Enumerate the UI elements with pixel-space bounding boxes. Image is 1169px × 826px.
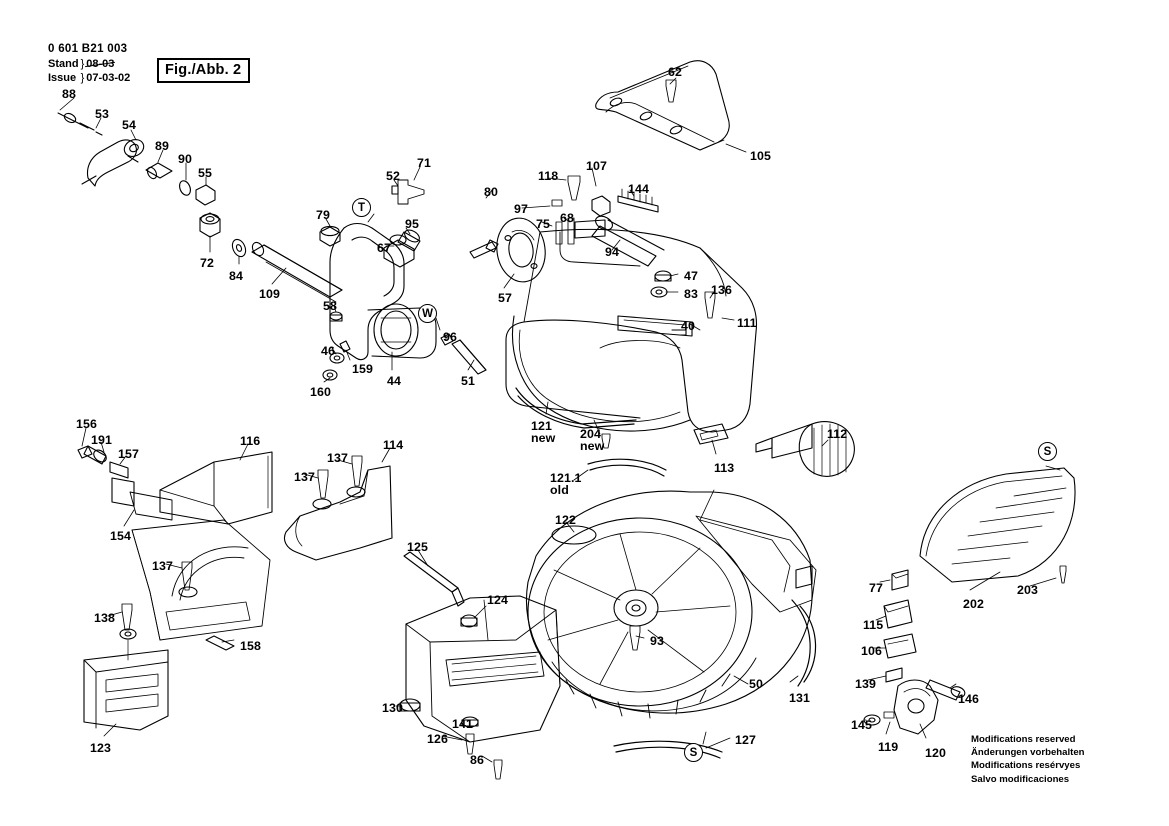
callout-204-new: [580, 428, 604, 453]
callout-144: 144: [628, 182, 649, 196]
callout-160: 160: [310, 385, 331, 399]
callout-93: 93: [650, 634, 664, 648]
callout-105: 105: [750, 149, 771, 163]
callout-95: 95: [405, 217, 419, 231]
part-111-table: [506, 176, 756, 432]
brace-icon: }: [80, 71, 85, 84]
callout-120: 120: [925, 746, 946, 760]
callout-130: 130: [382, 701, 403, 715]
callout-123: 123: [90, 741, 111, 755]
callout-124: 124: [487, 593, 508, 607]
callout-67: 67: [377, 241, 391, 255]
callout-146: 146: [958, 692, 979, 706]
callout-84: 84: [229, 269, 243, 283]
callout-71: 71: [417, 156, 431, 170]
callout-88: 88: [62, 87, 76, 101]
callout-159: 159: [352, 362, 373, 376]
callout-52: 52: [386, 169, 400, 183]
part-202-guard: [920, 468, 1075, 583]
callout-139: 139: [855, 677, 876, 691]
callout-141: 141: [452, 717, 473, 731]
callout-121.1-old: [550, 472, 582, 497]
note-line: Modifications reserved: [971, 734, 1076, 745]
revision-value-issue: 07-03-02: [86, 71, 131, 84]
figure-label: Fig./Abb. 2: [157, 58, 250, 83]
callout-line: new: [580, 439, 605, 454]
callout-109: 109: [259, 287, 280, 301]
callout-136: 136: [711, 283, 732, 297]
callout-line: old: [550, 483, 569, 498]
callout-156: 156: [76, 417, 97, 431]
part-handle-group: [58, 112, 342, 302]
callout-96: 96: [443, 330, 457, 344]
callout-62: 62: [668, 65, 682, 79]
callout-121-new: [531, 420, 555, 445]
callout-126: 126: [427, 732, 448, 746]
callout-125: 125: [407, 540, 428, 554]
revision-value-stand: 08-03: [86, 57, 115, 70]
callout-116: 116: [240, 434, 261, 448]
callout-203: 203: [1017, 583, 1038, 597]
callout-47: 47: [684, 269, 698, 283]
callout-line: new: [531, 431, 556, 446]
callout-122: 122: [555, 513, 576, 527]
callout-119: 119: [878, 740, 899, 754]
callout-137: 137: [327, 451, 348, 465]
callout-line: 121.1: [550, 471, 582, 485]
callout-line: 204: [580, 427, 601, 441]
callout-89: 89: [155, 139, 169, 153]
callout-94: 94: [605, 245, 619, 259]
callout-111: 111: [737, 316, 757, 330]
note-line: Modifications resérvyes: [971, 760, 1081, 772]
callout-line: 121: [531, 419, 552, 433]
callout-97: 97: [514, 202, 528, 216]
callout-50: 50: [749, 677, 763, 691]
callout-191: 191: [91, 433, 112, 447]
callout-55: 55: [198, 166, 212, 180]
callout-72: 72: [200, 256, 214, 270]
callout-137: 137: [152, 559, 173, 573]
callout-127: 127: [735, 733, 756, 747]
callout-107: 107: [586, 159, 607, 173]
callout-118: 118: [538, 169, 559, 183]
callout-75: 75: [536, 217, 550, 231]
callout-44: 44: [387, 374, 401, 388]
callout-138: 138: [94, 611, 115, 625]
callout-114: 114: [383, 438, 404, 452]
circled-letter-w: W: [418, 304, 437, 323]
callout-54: 54: [122, 118, 136, 132]
callout-158: 158: [240, 639, 261, 653]
circled-letter-s-bottom: S: [684, 743, 703, 762]
callout-57: 57: [498, 291, 512, 305]
callout-80: 80: [484, 185, 498, 199]
callout-90: 90: [178, 152, 192, 166]
callout-115: 115: [863, 618, 884, 632]
callout-83: 83: [684, 287, 698, 301]
callout-53: 53: [95, 107, 109, 121]
brace-icon: }: [80, 57, 85, 70]
part-105-bar: [596, 61, 730, 150]
note-line: Salvo modificaciones: [971, 773, 1070, 785]
callout-40: 40: [681, 319, 695, 333]
note-line: Änderungen vorbehalten: [971, 747, 1085, 759]
callout-112: 112: [827, 427, 848, 441]
callout-58: 58: [323, 299, 337, 313]
revision-label-stand: Stand: [48, 57, 79, 70]
callout-154: 154: [110, 529, 131, 543]
revision-label-issue: Issue: [48, 71, 77, 84]
callout-86: 86: [470, 753, 484, 767]
callout-106: 106: [861, 644, 882, 658]
circled-letter-s-right: S: [1038, 442, 1057, 461]
part-113-plate: [694, 424, 728, 444]
callout-77: 77: [869, 581, 883, 595]
callout-51: 51: [461, 374, 475, 388]
callout-113: 113: [714, 461, 735, 475]
circled-letter-t: T: [352, 198, 371, 217]
callout-79: 79: [316, 208, 330, 222]
callout-46: 46: [321, 344, 335, 358]
part-number: 0 601 B21 003: [48, 43, 128, 55]
callout-145: 145: [851, 718, 872, 732]
callout-157: 157: [118, 447, 139, 461]
callout-68: 68: [560, 211, 574, 225]
part-116-fence-group: [78, 446, 392, 730]
callout-131: 131: [789, 691, 810, 705]
callout-202: 202: [963, 597, 984, 611]
callout-137: 137: [294, 470, 315, 484]
